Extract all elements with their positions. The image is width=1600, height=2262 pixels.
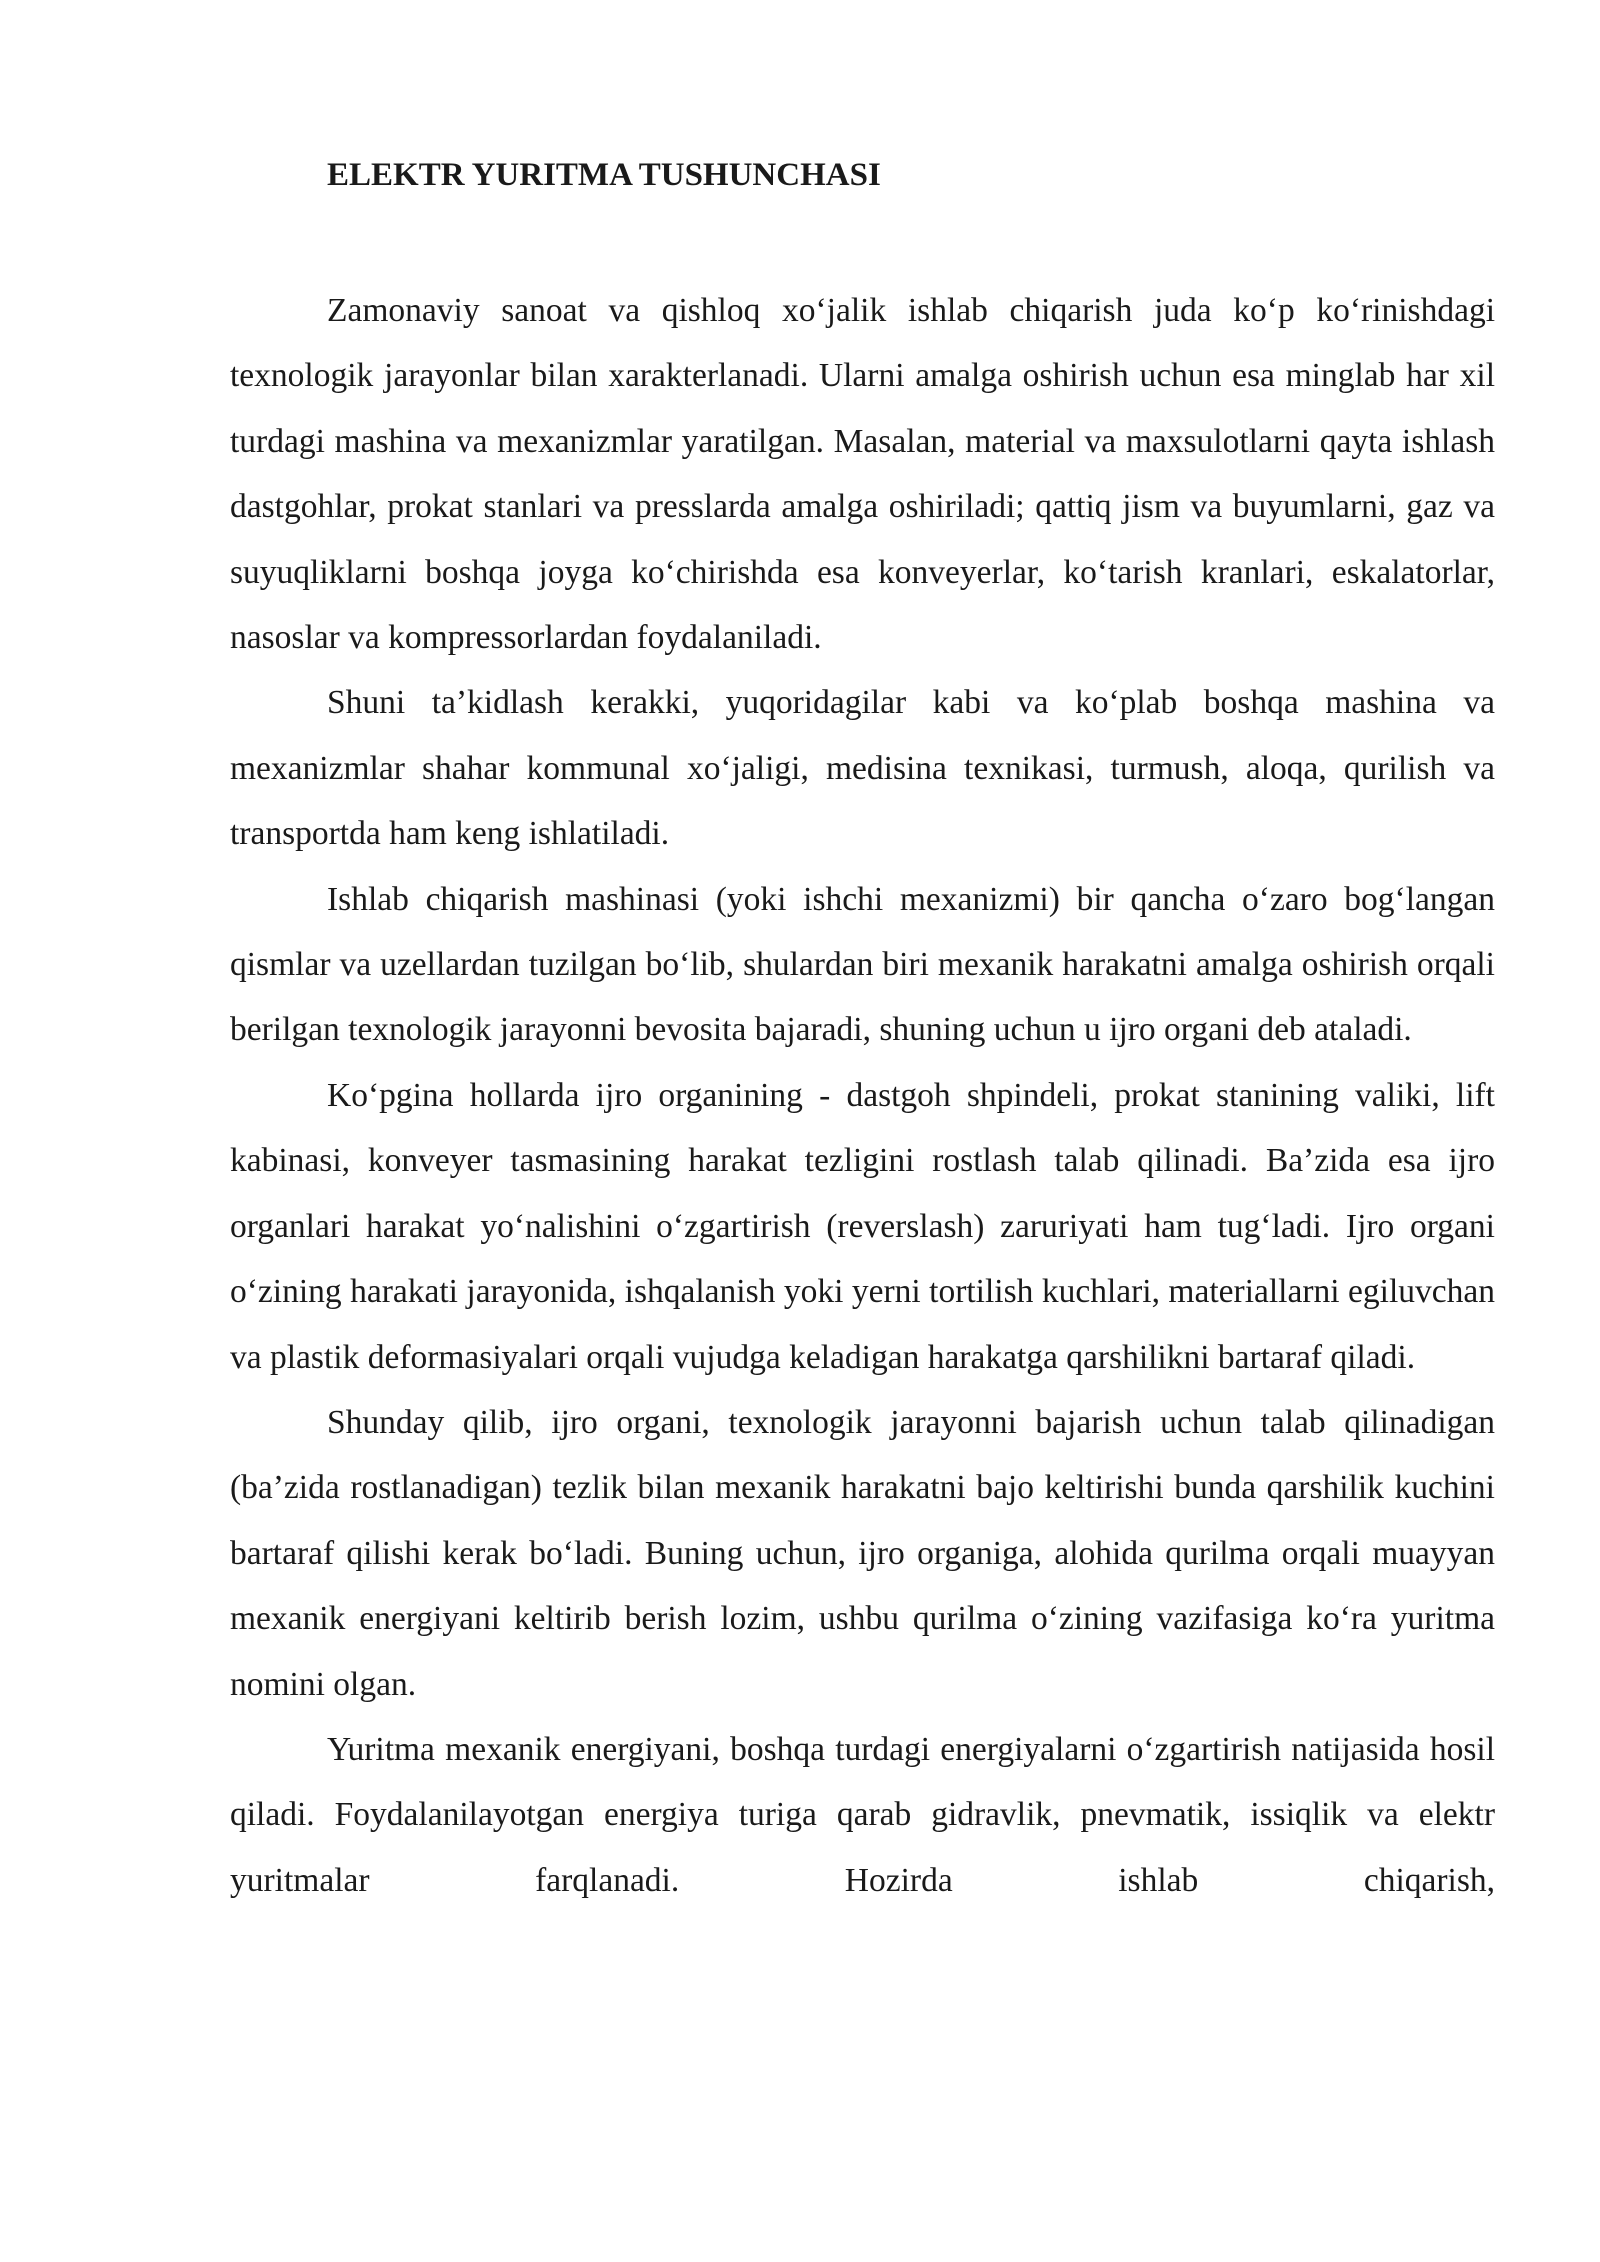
paragraph-drive-definition: Shunday qilib, ijro organi, texnologik jarayonni bajarish uchun talab qilinadigan (ba’zida rostlanadigan) tezlik bilan mexanik harakatni bajo keltirishi bunda qarshilik kuchini bartaraf qilishi kerak boʻladi. Buning uchun, ijro organiga, alohida qurilma orqali muayyan mexanik energiyani keltirib berish lozim, ushbu qurilma oʻzining vazifasiga koʻra yuritma nomini olgan. <box>230 1403 1495 1703</box>
paragraph-machine: Ishlab chiqarish mashinasi (yoki ishchi mexanizmi) bir qancha oʻzaro bogʻlangan qismlar va uzellardan tuzilgan boʻlib, shulardan biri mexanik harakatni amalga oshirish orqali berilgan texnologik jarayonni bevosita bajaradi, shuning uchun u ijro organi deb ataladi. <box>230 880 1495 1049</box>
paragraph-speed-control: Koʻpgina hollarda ijro organining - dastgoh shpindeli, prokat stanining valiki, lift kabinasi, konveyer tasmasining harakat tezligini rostlash talab qilinadi. Ba’zida esa ijro organlari harakat yoʻnalishini oʻzgartirish (reverslash) zaruriyati ham tugʻladi. Ijro organi oʻzining harakati jarayonida, ishqalanish yoki yerni tortilish kuchlari, materiallarni egiluvchan va plastik deformasiyalari orqali vujudga keladigan harakatga qarshilikni bartaraf qiladi. <box>230 1076 1495 1376</box>
paragraph-usage: Shuni ta’kidlash kerakki, yuqoridagilar kabi va koʻplab boshqa mashina va mexanizmlar shahar kommunal xoʻjaligi, medisina texnikasi, turmush, aloqa, qurilish va transportda ham keng ishlatiladi. <box>230 684 1495 853</box>
paragraph-intro: Zamonaviy sanoat va qishloq xoʻjalik ishlab chiqarish juda koʻp koʻrinishdagi texnologik jarayonlar bilan xarakterlanadi. Ularni amalga oshirish uchun esa minglab har xil turdagi mashina va mexanizmlar yaratilgan. Masalan, material va maxsulotlarni qayta ishlash dastgohlar, prokat stanlari va presslarda amalga oshiriladi; qattiq jism va buyumlarni, gaz va suyuqliklarni boshqa joyga koʻchirishda esa konveyerlar, koʻtarish kranlari, eskalatorlar, nasoslar va kompressorlardan foydalaniladi. <box>230 292 1495 657</box>
paragraph-drive-types: Yuritma mexanik energiyani, boshqa turdagi energiyalarni oʻzgartirish natijasida hosil qiladi. Foydalanilayotgan energiya turiga qarab gidravlik, pnevmatik, issiqlik va elektr yuritmalar farqlanadi. Hozirda ishlab chiqarish, <box>230 1730 1495 1899</box>
document-body <box>230 150 1495 1913</box>
page-title: ELEKTR YURITMA TUSHUNCHASI <box>327 157 881 193</box>
